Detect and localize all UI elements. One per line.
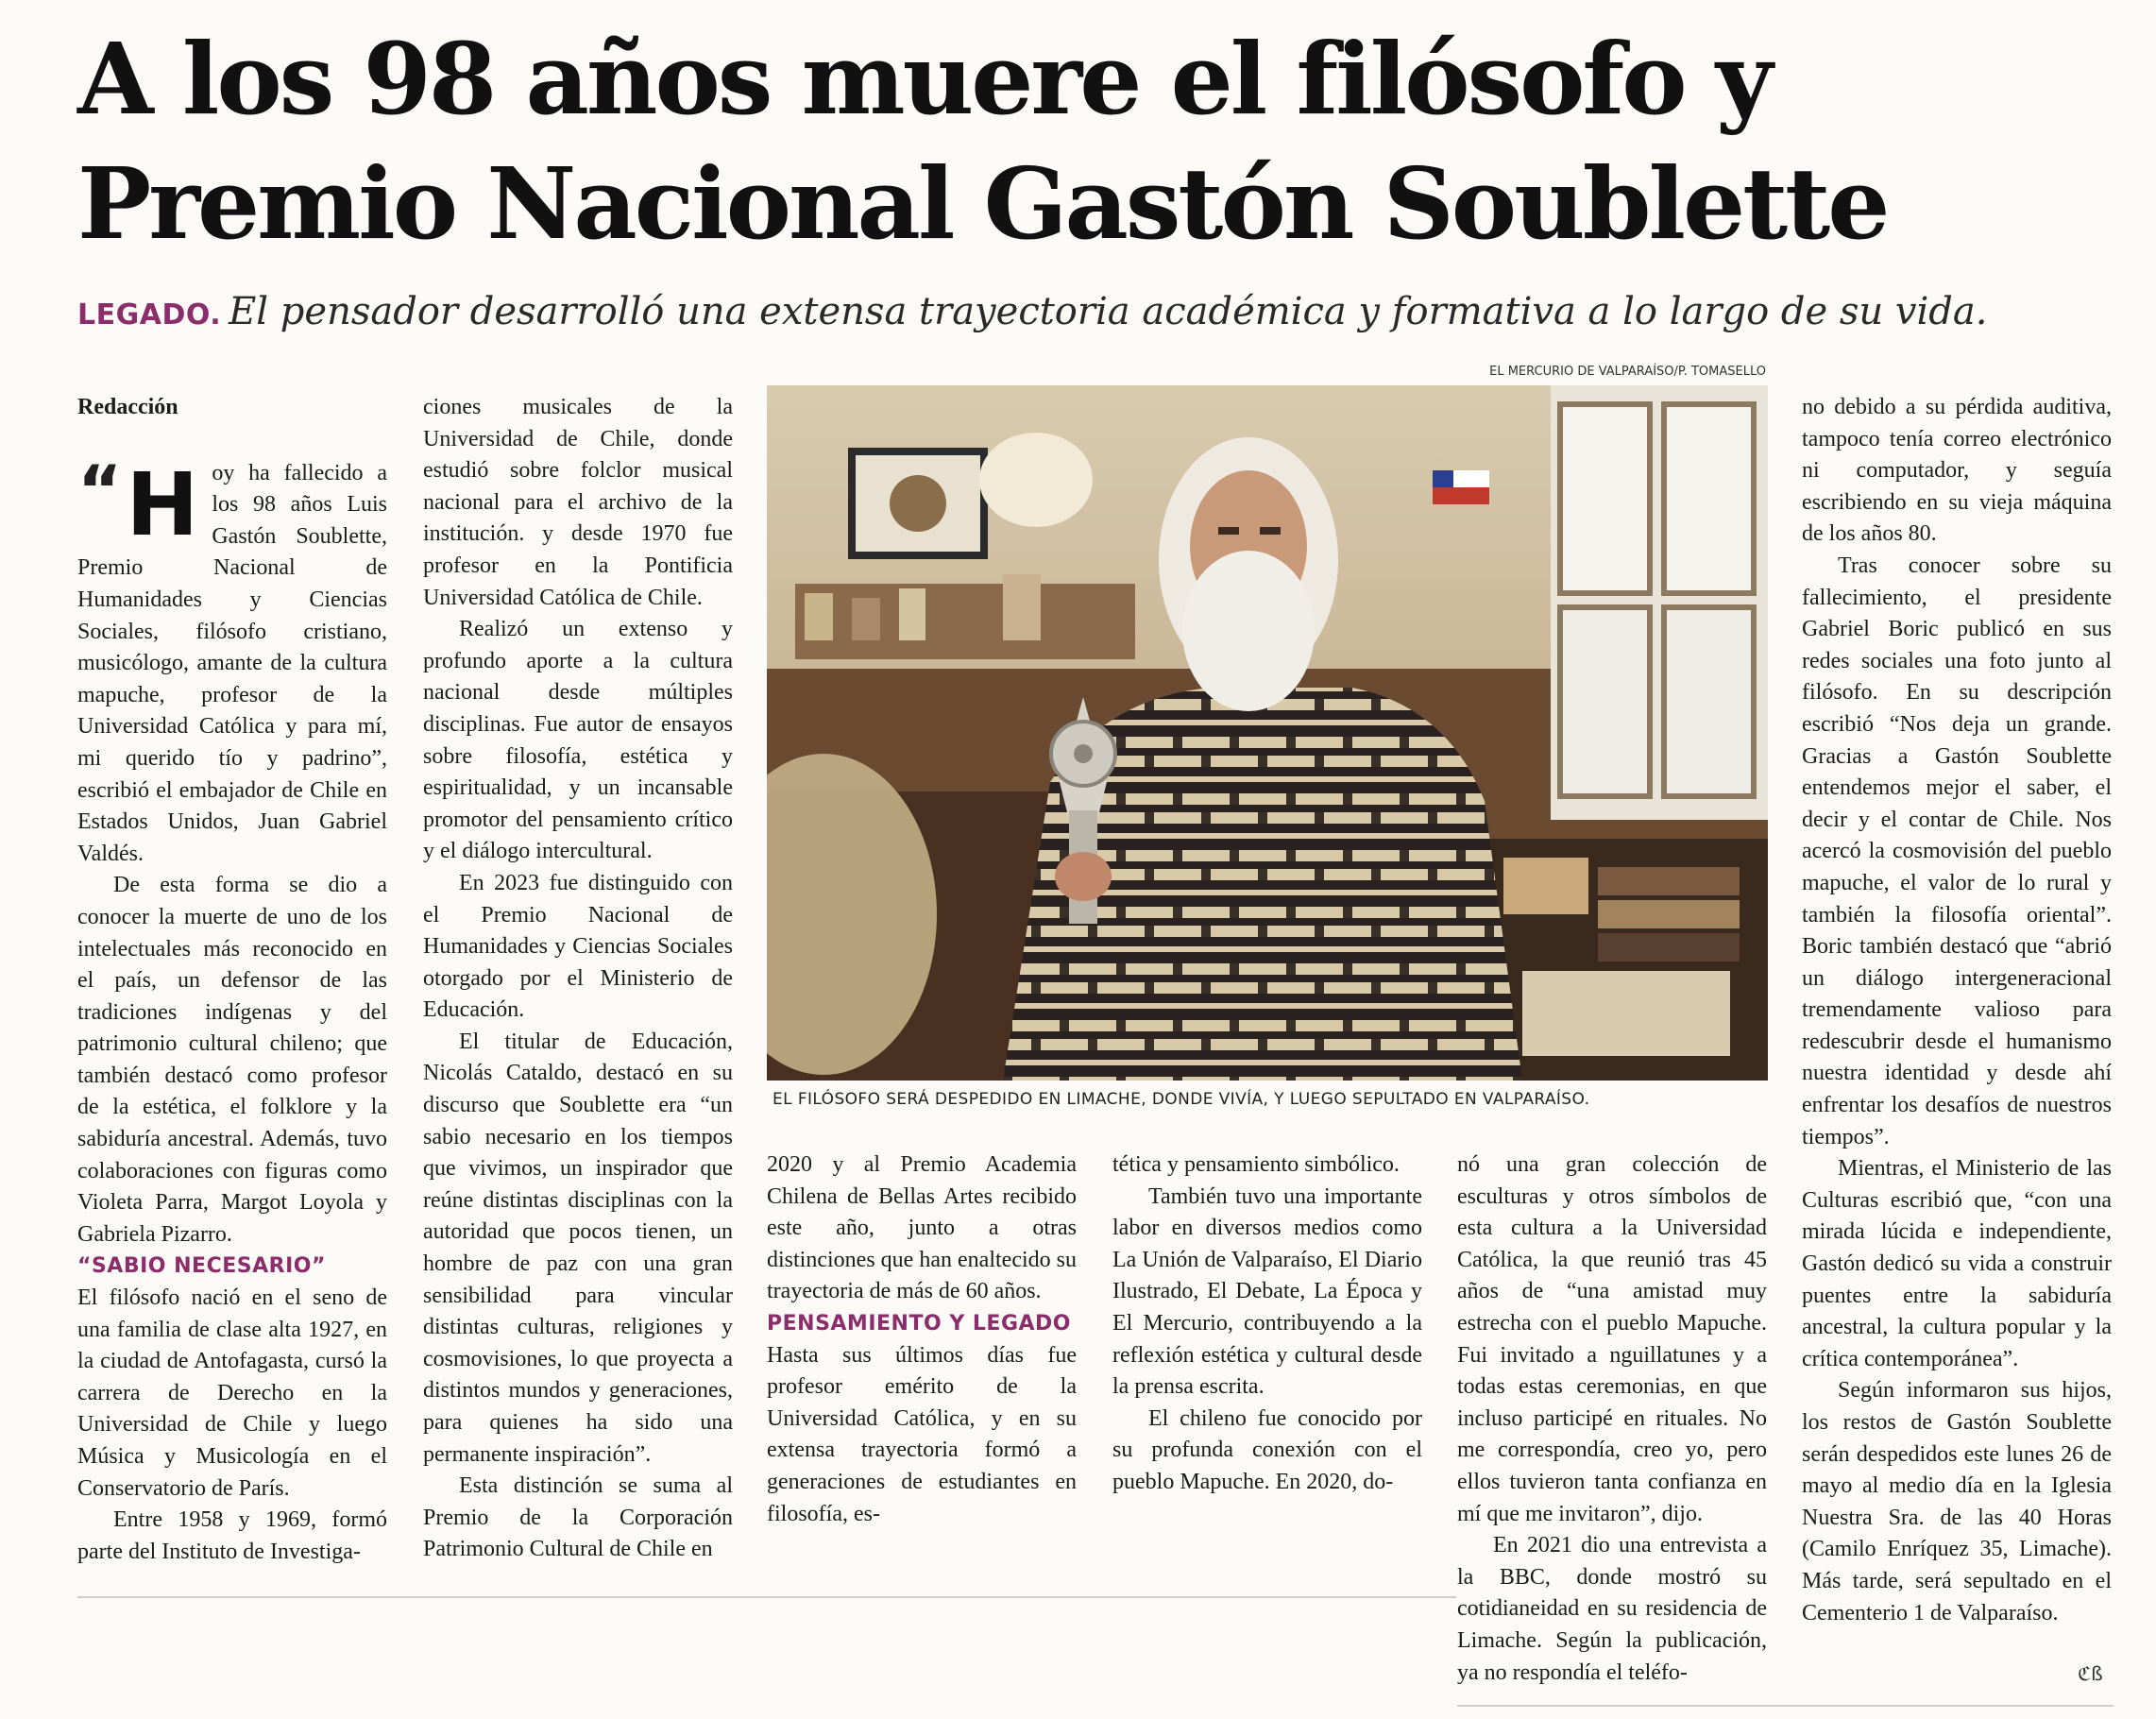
paragraph: También tuvo una importante labor en diversos medios como La Unión de Valparaíso, El Diario Ilustrado, El Debate, La Época y El Mercurio, contribuyendo a la reflexión estética y cultural desde la prensa escrita. bbox=[1112, 1183, 1422, 1400]
photo-credit: EL MERCURIO DE VALPARAÍSO/P. TOMASELLO bbox=[1489, 365, 1766, 379]
column-1 bbox=[77, 392, 387, 1563]
lead-paragraph bbox=[77, 285, 2108, 342]
paragraph: En 2021 dio una entrevista a la BBC, donde mostró su cotidianeidad en su residencia de Limache. Según la publicación, ya no respondía el teléfo- bbox=[1457, 1533, 1767, 1685]
paragraph: tética y pensamiento simbólico. bbox=[1112, 1152, 1400, 1177]
lead-tag: LEGADO. bbox=[77, 298, 222, 332]
opening-quote-mark: “ bbox=[77, 450, 123, 530]
bottom-divider-rule-right bbox=[1457, 1705, 2114, 1707]
paragraph: Hasta sus últimos días fue profesor emérito de la Universidad Católica, y en su extensa trayectoria formó a generaciones de estudiantes en filosofía, es- bbox=[767, 1342, 1077, 1526]
article-photo bbox=[767, 385, 1768, 1081]
byline: Redacción bbox=[77, 395, 178, 419]
bottom-divider-rule bbox=[77, 1596, 1456, 1598]
paragraph-text: oy ha fallecido a los 98 años Luis Gastón Soublette, Premio Nacional de Humanidades y Ciencias Sociales, filósofo cristiano, musicólogo, amante de la cultura mapuche, profesor de la Universidad Católica y para mí, mi querido tío y padrino”, escribió el embajador de Chile en Estados Unidos, Juan Gabriel Valdés. bbox=[77, 460, 387, 866]
column-6 bbox=[1802, 392, 2112, 1676]
paragraph: Según informaron sus hijos, los restos de Gastón Soublette serán despedidos este lunes 26 de mayo al medio día en la Iglesia Nuestra Sra. de las 40 Horas (Camilo Enríquez 35, Limache). Más tarde, será sepultado en el Cementerio 1 de Valparaíso. bbox=[1802, 1378, 2112, 1625]
paragraph: 2020 y al Premio Academia Chilena de Bellas Artes recibido este año, junto a otras distinciones que han enaltecido su trayectoria de más de 60 años. bbox=[767, 1152, 1077, 1304]
paragraph: nó una gran colección de esculturas y otros símbolos de esta cultura a la Universidad Católica, la que reunió tras 45 años de “una amistad muy estrecha con el pueblo Mapuche. Fui invitado a nguillatunes y a todas estas ceremonias, en que incluso participé en rituales. No me correspondía, creo yo, pero ellos tuvieron tanta confianza en mí que me invitaron”, dijo. bbox=[1457, 1152, 1767, 1526]
paragraph: no debido a su pérdida auditiva, tampoco tenía correo electrónico ni computador, y seguía escribiendo en su vieja máquina de los años 80. bbox=[1802, 395, 2112, 547]
headline: A los 98 años muere el filósofo y Premio Nacional Gastón Soublette bbox=[77, 21, 1888, 262]
photo-caption: EL FILÓSOFO SERÁ DESPEDIDO EN LIMACHE, DONDE VIVÍA, Y LUEGO SEPULTADO EN VALPARAÍSO. bbox=[772, 1090, 1590, 1109]
column-4 bbox=[1112, 1149, 1422, 1565]
paragraph: De esta forma se dio a conocer la muerte de uno de los intelectuales más reconocido en el país, un defensor de las tradiciones indígenas y del patrimonio cultural chileno; que también destacó como profesor de la estética, el folklore y la sabiduría ancestral. Además, tuvo colaboraciones con figuras como Violeta Parra, Margot Loyola y Gabriela Pizarro. bbox=[77, 873, 387, 1247]
paragraph: Esta distinción se suma al Premio de la Corporación Patrimonio Cultural de Chile en bbox=[423, 1473, 733, 1562]
paragraph: En 2023 fue distinguido con el Premio Nacional de Humanidades y Ciencias Sociales otorgado por el Ministerio de Educación. bbox=[423, 870, 733, 1023]
paragraph: El titular de Educación, Nicolás Cataldo, destacó en su discurso que Soublette era “un sabio necesario en los tiempos que vivimos, un inspirador que reúne distintas disciplinas con la autoridad que pocos tienen, un hombre de paz con una gran sensibilidad para vincular distintas culturas, religiones y cosmovisiones, lo que proyecta a distintos mundos y generaciones, para quienes ha sido una permanente inspiración”. bbox=[423, 1029, 733, 1467]
paragraph: El chileno fue conocido por su profunda conexión con el pueblo Mapuche. En 2020, do- bbox=[1112, 1405, 1422, 1494]
drop-cap: H bbox=[126, 453, 199, 555]
end-of-article-mark: ℭß bbox=[2078, 1662, 2103, 1685]
column-3 bbox=[767, 1149, 1077, 1565]
philosopher-portrait-image bbox=[767, 385, 1768, 1081]
paragraph: Mientras, el Ministerio de las Culturas escribió que, “con una mirada lúcida e independiente, Gastón dedicó su vida a construir puentes entre la sabiduría ancestral, la cultura popular y la crítica contemporánea”. bbox=[1802, 1156, 2112, 1371]
column-5 bbox=[1457, 1149, 1767, 1697]
paragraph: Entre 1958 y 1969, formó parte del Instituto de Investiga- bbox=[77, 1507, 387, 1564]
subheading-pensamiento-y-legado: PENSAMIENTO Y LEGADO bbox=[767, 1311, 1072, 1336]
opening-paragraph bbox=[77, 450, 387, 871]
paragraph: ciones musicales de la Universidad de Chile, donde estudió sobre folclor musical nacional para el archivo de la institución. y desde 1970 fue profesor en la Pontificia Universidad Católica de Chile. bbox=[423, 395, 733, 610]
paragraph: El filósofo nació en el seno de una familia de clase alta 1927, en la ciudad de Antofagasta, cursó la carrera de Derecho en la Universidad de Chile y luego Música y Musicología en el Conservatorio de París. bbox=[77, 1285, 387, 1501]
subheading-sabio-necesario: “SABIO NECESARIO” bbox=[77, 1254, 326, 1279]
lead-text: El pensador desarrolló una extensa trayectoria académica y formativa a lo largo de su vida. bbox=[229, 290, 1988, 333]
paragraph: Tras conocer sobre su fallecimiento, el presidente Gabriel Boric publicó en sus redes sociales una foto junto al filósofo. En su descripción escribió “Nos deja un grande. Gracias a Gastón Soublette entendemos mejor el saber, el decir y el contar de Chile. Nos acercó la cosmovisión del pueblo mapuche, el valor de lo rural y también la filosofía oriental”. Boric también destacó que “abrió un diálogo intergeneracional tremendamente valioso para redescubrir desde el humanismo nuestra identidad y desde ahí enfrentar los desafíos de nuestros tiempos”. bbox=[1802, 553, 2112, 1149]
paragraph: Realizó un extenso y profundo aporte a la cultura nacional desde múltiples disciplinas. Fue autor de ensayos sobre filosofía, estética y espiritualidad, y un incansable promotor del pensamiento crítico y el diálogo intercultural. bbox=[423, 617, 733, 864]
column-2 bbox=[423, 392, 733, 1563]
